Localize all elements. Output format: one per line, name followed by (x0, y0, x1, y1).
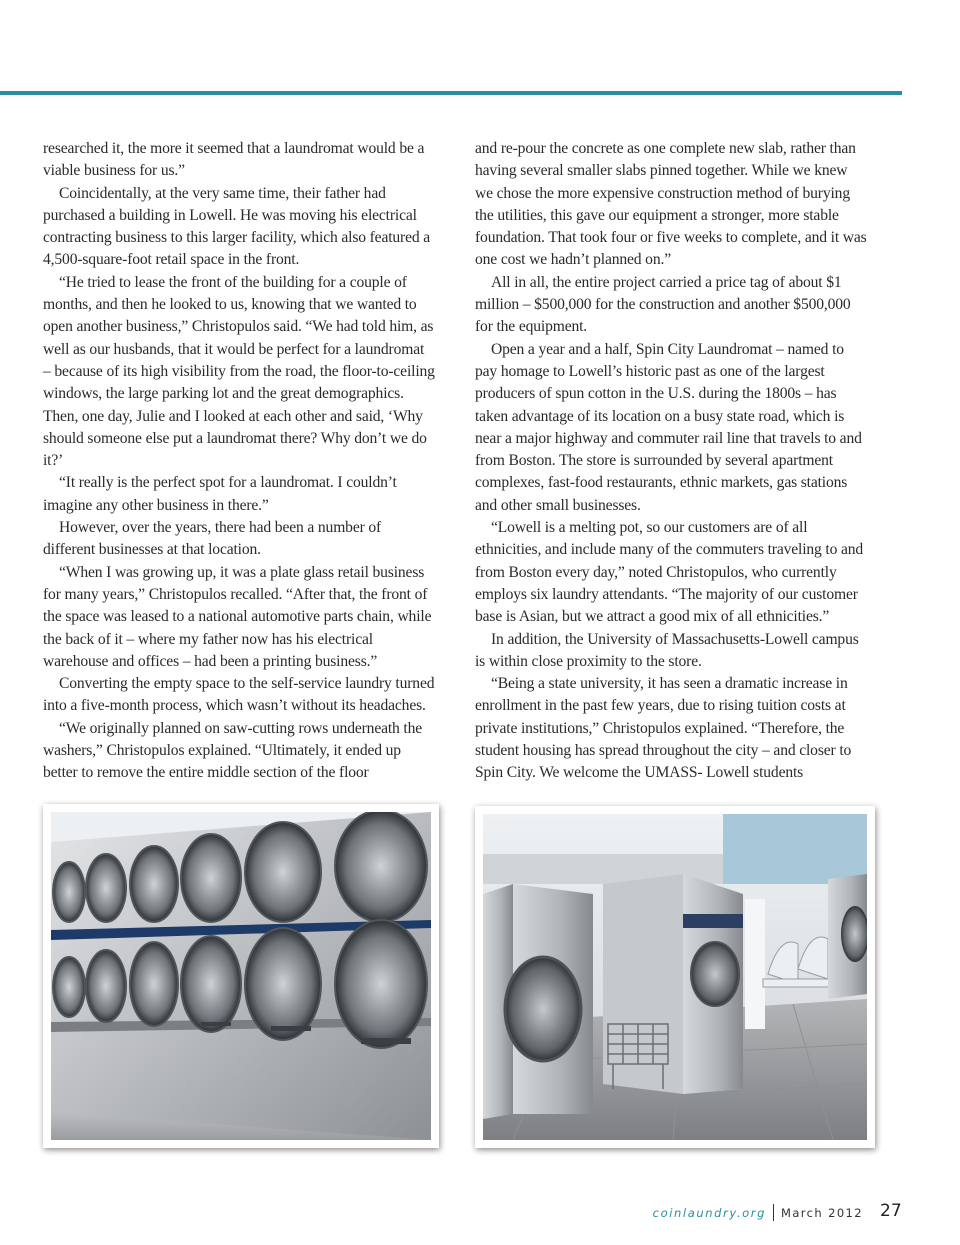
paragraph: “It really is the perfect spot for a laundromat. I couldn’t imagine any other business in there.” (43, 474, 397, 514)
paragraph: “We originally planned on saw-cutting rows underneath the washers,” Christopulos explained. “Ultimately, it ended up better to remove the entire middle section of the floor (43, 719, 423, 782)
paragraph: “He tried to lease the front of the building for a couple of months, and then he looked to us, knowing that we wanted to open another business,” Christopulos said. “We had told him, as well as our husbands, that it would be perfect for a laundromat – because of its high visibility from the road, the floor-to-ceiling windows, the large parking lot and the great demographics. Then, one day, Julie and I looked at each other and said, ‘Why should someone else put a laundromat there? Why don’t we do it?’ (43, 273, 435, 470)
paragraph: researched it, the more it seemed that a laundromat would be a viable business for us.” (43, 140, 425, 180)
page-number: 27 (880, 1201, 902, 1221)
photo-washers-interior (475, 806, 875, 1148)
stacked-dryers-image (51, 812, 431, 1140)
footer-site: coinlaundry.org (652, 1206, 766, 1220)
paragraph: In addition, the University of Massachusetts-Lowell campus is within close proximity to the store. (475, 630, 859, 670)
paragraph: However, over the years, there had been a number of different businesses at that location. (43, 519, 382, 559)
article-column-left (43, 138, 435, 785)
article-column-right (475, 138, 867, 785)
paragraph: Coincidentally, at the very same time, their father had purchased a building in Lowell. He was moving his electrical contracting business to this larger facility, which also featured a 4,500-square-foot retail space in the front. (43, 184, 431, 269)
footer-divider (773, 1204, 774, 1221)
washers-interior-image (483, 814, 867, 1140)
photo-stacked-dryers (43, 804, 439, 1148)
paragraph: “Being a state university, it has seen a dramatic increase in enrollment in the past few years, due to rising tuition costs at private institutions,” Christopulos explained. “Therefore, the student housing has spread throughout the city – and closer to Spin City. We welcome the UMASS- Lowell students (475, 675, 852, 782)
page-footer (0, 1201, 960, 1225)
footer-date: March 2012 (781, 1206, 863, 1220)
paragraph: and re-pour the concrete as one complete new slab, rather than having several smaller slabs pinned together. While we knew we chose the more expensive construction method of burying the utilities, this gave our equipment a stronger, more stable foundation. That took four or five weeks to complete, and it was one cost we hadn’t planned on.” (475, 140, 867, 269)
paragraph: Converting the empty space to the self-service laundry turned into a five-month process, which wasn’t without its headaches. (43, 675, 435, 715)
header-rule (0, 91, 902, 95)
paragraph: “Lowell is a melting pot, so our customers are of all ethnicities, and include many of the commuters traveling to and from Boston every day,” noted Christopulos, who currently employs six laundry attendants. “The majority of our customer base is Asian, but we attract a good mix of all ethnicities.” (475, 519, 864, 626)
paragraph: All in all, the entire project carried a price tag of about $1 million – $500,000 for the construction and another $500,000 for the equipment. (475, 273, 851, 336)
paragraph: “When I was growing up, it was a plate glass retail business for many years,” Christopulos recalled. “After that, the front of the space was leased to a national automotive parts chain, while the back of it – where my father now has his electrical warehouse and offices – had been a printing business.” (43, 563, 432, 670)
paragraph: Open a year and a half, Spin City Laundromat – named to pay homage to Lowell’s historic past as one of the largest producers of spun cotton in the U.S. during the 1800s – has taken advantage of its location on a busy state road, which is near a major highway and commuter rail line that travels to and from Boston. The store is surrounded by several apartment complexes, fast-food restaurants, ethnic markets, gas stations and other small businesses. (475, 340, 862, 514)
